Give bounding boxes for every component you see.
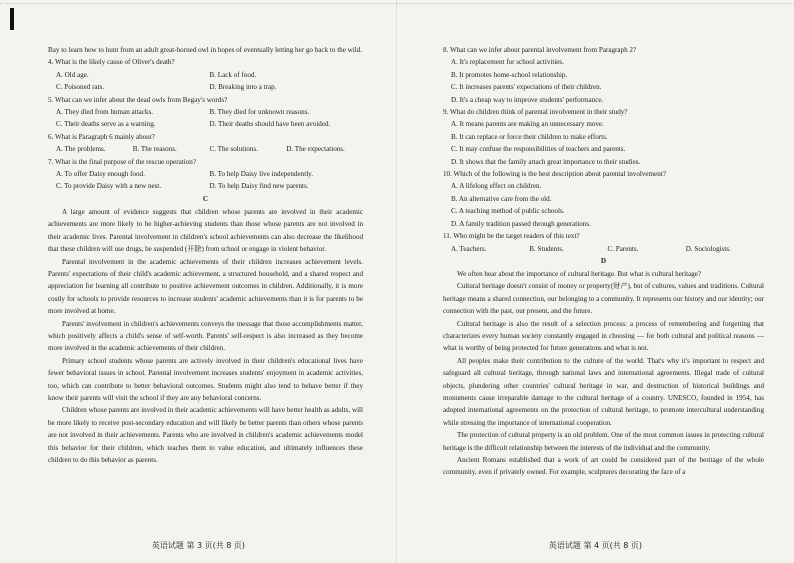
passage-paragraph: A large amount of evidence suggests that children whose parents are involved in their academic achievements are more likely to be higher-achieving students than those whose parents are not involved in their academic lives. Parental involvement in children's school achievements can also decrease the likelihood that these children will use drugs, be suspended (开除) from school or engage in violent behavior. <box>48 207 363 254</box>
option-d[interactable]: D. Sociologists. <box>685 244 731 253</box>
question-stem: 4. What is the likely cause of Oliver's death? <box>48 58 175 67</box>
question-7 <box>48 156 363 193</box>
option-d[interactable]: D. It's a cheap way to improve students' performance. <box>451 95 604 104</box>
options-row <box>48 81 363 93</box>
passage-paragraph: Primary school students whose parents are actively involved in their children's educational lives have fewer behavioral issues in school. Parental involvement increases students' enjoyment in academic activities, too, which can contribute to better behavioral outcomes. Students might also tend to behave better if they know their parents will visit the school if they are any behavioral concerns. <box>48 356 363 402</box>
option-c[interactable]: C. Parents. <box>607 244 639 253</box>
option-c[interactable]: C. Poisoned rats. <box>56 83 105 92</box>
question-stem: 5. What can we infer about the dead owls from Begay's words? <box>48 95 228 104</box>
options-row <box>48 106 363 118</box>
option-c[interactable]: C. It increases parents' expectations of their children. <box>451 83 602 92</box>
option-a[interactable]: A. It's replacement for school activities. <box>451 58 564 67</box>
options-row <box>443 243 764 255</box>
option-c[interactable]: C. It may confuse the responsibilities of teachers and parents. <box>451 145 626 154</box>
passage-paragraph: Cultural heritage doesn't consist of money or property(财产), but of cultures, values and traditions. Cultural heritage means a shared connection, our belonging to a community. It represents our history and our identity; our connection with the past, our present, and the future. <box>443 282 764 316</box>
option-a[interactable]: A. A lifelong effect on children. <box>451 182 542 191</box>
option-b[interactable]: B. An alternative care from the old. <box>451 194 552 203</box>
option-b[interactable]: B. It promotes home-school relationship. <box>451 70 568 79</box>
option-a[interactable]: A. To offer Daisy enough food. <box>56 170 145 179</box>
option-d[interactable]: D. A family tradition passed through generations. <box>451 219 591 228</box>
question-stem: 9. What do children think of parental involvement in their study? <box>443 108 628 117</box>
option-d[interactable]: D. It shows that the family attach great importance to their studies. <box>451 157 641 166</box>
question-10 <box>443 168 764 230</box>
passage-paragraph: Parental involvement in the academic achievements of their children increases achievement levels. Parents' expectations of their child's academic achievement, a structured household, and a shared respect and appreciation for learning all contribute to positive achievement outcomes in children. Additionally, it is more costly for schools to provide resources to increase students' academic achievements than it is for parents to be more involved at home. <box>48 257 363 316</box>
option-a[interactable]: A. The problems. <box>56 145 106 154</box>
question-11 <box>443 230 764 255</box>
option-a[interactable]: A. It means parents are making an unnecessary move. <box>451 120 604 129</box>
option-b[interactable]: B. To help Daisy live independently. <box>209 170 314 179</box>
options-row <box>48 118 363 130</box>
page-4 <box>397 0 794 563</box>
option-c[interactable]: C. A teaching method of public schools. <box>451 207 565 216</box>
section-label-c: C <box>202 194 209 203</box>
option-a[interactable]: A. Teachers. <box>451 244 487 253</box>
passage-paragraph: Ancient Romans established that a work of art could be considered part of the heritage of the whole community, even if privately owned. For example, sculptures decorating the face of a <box>443 456 764 477</box>
page-footer: 英语试题 第 4 页(共 8 页) <box>548 541 643 550</box>
options-row <box>48 168 363 180</box>
question-4 <box>48 56 363 93</box>
option-c[interactable]: C. To provide Daisy with a new nest. <box>56 182 162 191</box>
question-9 <box>443 106 764 168</box>
question-6 <box>48 131 363 156</box>
option-b[interactable]: B. Lack of food. <box>209 70 257 79</box>
option-d[interactable]: D. The expectations. <box>286 145 345 154</box>
options-row <box>48 69 363 81</box>
question-stem: 11. Who might be the target readers of this text? <box>443 232 580 241</box>
question-stem: 7. What is the final purpose of the rescue operation? <box>48 157 196 166</box>
option-b[interactable]: B. They died for unknown reasons. <box>209 108 310 117</box>
question-stem: 6. What is Paragraph 6 mainly about? <box>48 132 155 141</box>
passage-paragraph: We often hear about the importance of cultural heritage. But what is cultural heritage? <box>457 269 702 278</box>
page-footer: 英语试题 第 3 页(共 8 页) <box>151 541 246 550</box>
option-b[interactable]: B. It can replace or force their children to make efforts. <box>451 132 608 141</box>
option-b[interactable]: B. The reasons. <box>132 145 177 154</box>
passage-paragraph: Cultural heritage is also the result of a selection process: a process of remembering and forgetting that characterizes every human society constantly engaged in choosing — for both cultural and political reasons — what is worthy of being protected for future generations and what is not. <box>443 319 764 353</box>
passage-paragraph: The protection of cultural property is an old problem. One of the most common issues in protecting cultural heritage is the difficult relationship between the interests of the individual and the community. <box>443 431 764 452</box>
question-stem: 8. What can we infer about parental involvement from Paragraph 2? <box>443 46 637 54</box>
option-b[interactable]: B. Students. <box>529 244 564 253</box>
section-label-d: D <box>600 256 607 265</box>
option-c[interactable]: C. The solutions. <box>209 145 258 154</box>
passage-paragraph: Children whose parents are involved in their academic achievements will have better health as adults, will be more likely to receive post-secondary education and will likely be better parents than others whose parents are not involved in their achievements. Parents who are involved in children's academic achievements model this behavior for their children, which teaches them to value education, and ultimately influences these children to do this behavior as parents. <box>48 406 363 464</box>
option-c[interactable]: C. Their deaths serve as a warning. <box>56 120 156 129</box>
passage-paragraph: Parents' involvement in children's achievements conveys the message that those accomplishments matter, which positively affects a child's sense of self-worth. Parents' self-respect is also increased as they become more involved in the academic achievements of their children. <box>48 319 363 353</box>
options-row <box>48 180 363 192</box>
option-d[interactable]: D. Their deaths should have been avoided. <box>209 120 331 129</box>
passage-paragraph: All peoples make their contribution to the culture of the world. That's why it's important to respect and safeguard all cultural heritage, through national laws and international agreements. Illegal trade of cultural objects, plundering other countries' cultural heritage in war, and destruction of historical buildings and monuments cause irreparable damage to the cultural heritage of a country. UNESCO, founded in 1954, has adopted international agreements on the protection of cultural heritage, to promote intercultural understanding while stressing the importance of international cooperation. <box>443 356 764 427</box>
question-stem: 10. Which of the following is the best description about parental involvement? <box>443 170 666 179</box>
options-row <box>48 143 363 155</box>
question-5 <box>48 94 363 131</box>
option-d[interactable]: D. To help Daisy find new parents. <box>209 182 309 191</box>
question-8 <box>443 44 764 106</box>
intro-text: Bay to learn how to hunt from an adult great-horned owl in hopes of eventually letting her go back to the wild. <box>48 46 363 54</box>
option-d[interactable]: D. Breaking into a trap. <box>209 83 277 92</box>
option-a[interactable]: A. They died from human attacks. <box>56 108 153 117</box>
option-a[interactable]: A. Old age. <box>56 70 89 79</box>
